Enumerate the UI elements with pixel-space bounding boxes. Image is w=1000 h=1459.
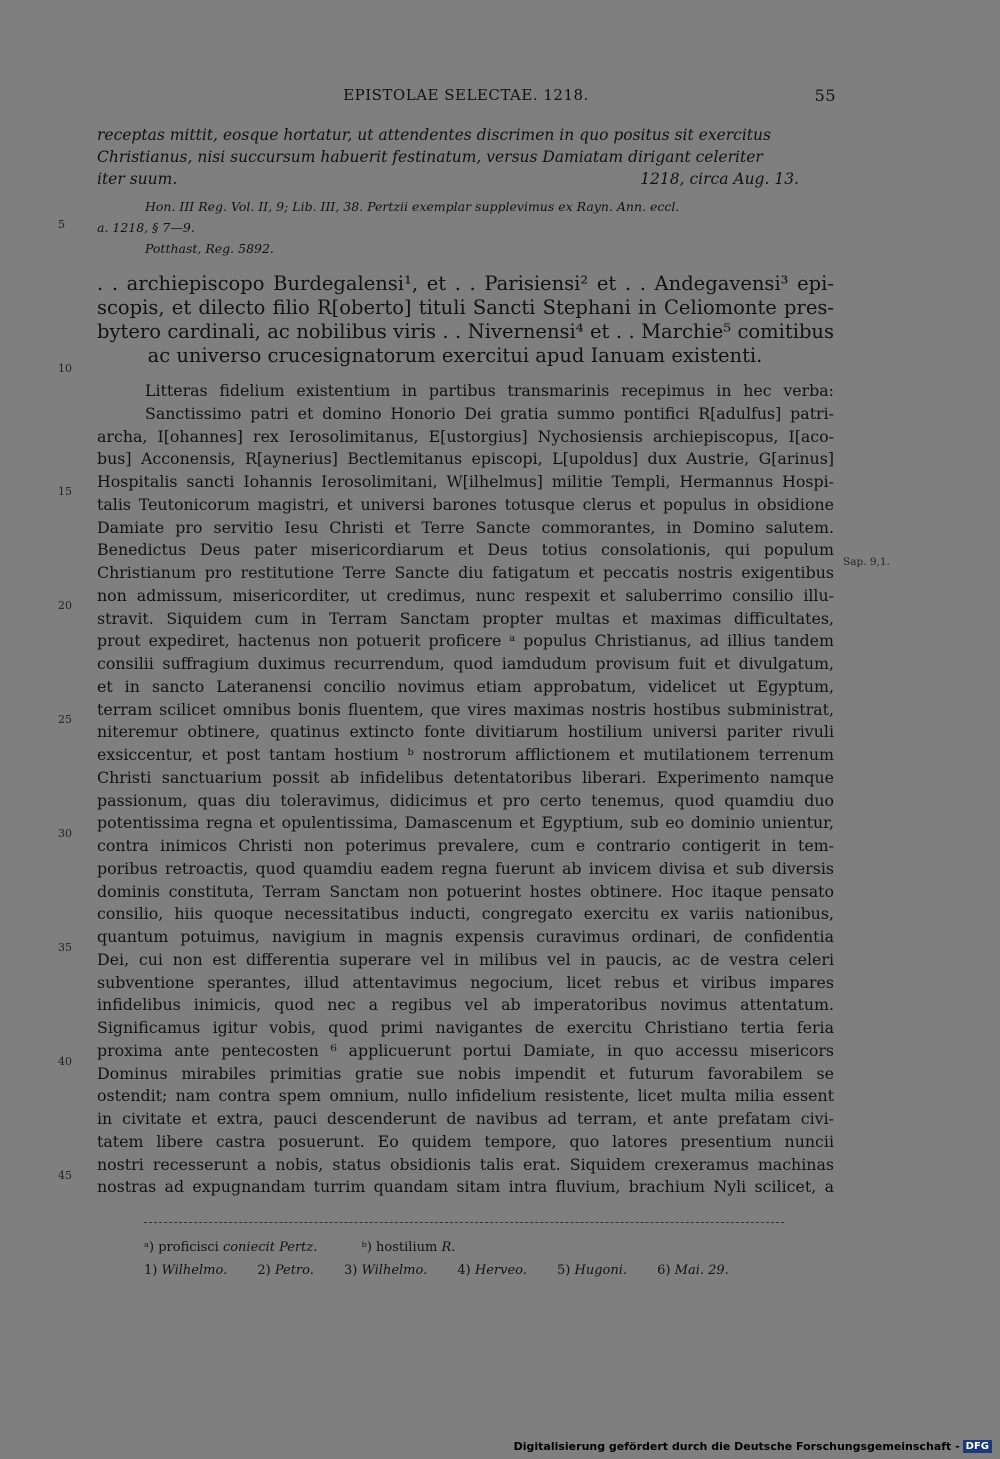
footnote-name: Mai. 29. <box>674 1263 729 1278</box>
body-line: archa, I[ohannes] rex Ierosolimitanus, E[ustorgius] Nychosiensis archiepiscopus, I[aco- <box>97 426 834 446</box>
line-number: 15 <box>58 485 72 498</box>
body-line: ostendit; nam contra spem omnium, nullo infidelium resistente, licet multa milia essent <box>97 1086 834 1106</box>
line-number: 25 <box>58 713 72 726</box>
letter-body <box>97 380 834 1199</box>
footnote-num: 5) <box>557 1263 575 1278</box>
body-line: Sanctissimo patri et domino Honorio Dei gratia summo pontifici R[adulfus] patri- <box>145 403 834 423</box>
footnote-num: 2) <box>257 1263 275 1278</box>
body-line: infidelibus inimicis, quod nec a regibus vel ab imperatoribus novimus attentatum. <box>97 995 834 1015</box>
line-number: 10 <box>58 362 72 375</box>
line-number: 35 <box>58 941 72 954</box>
letter-address <box>97 272 834 368</box>
footnote-item <box>557 1263 627 1278</box>
reference-line-3: Potthast, Reg. 5892. <box>145 241 274 256</box>
footnote-name: Wilhelmo. <box>361 1263 428 1278</box>
reference-line-2: a. 1218, § 7—9. <box>97 220 195 235</box>
dfg-logo-icon: DFG <box>963 1440 992 1453</box>
body-line: exsiccentur, et post tantam hostium ᵇ nostrorum afflictionem et mutilationem terrenum <box>97 745 834 764</box>
credit-text: Digitalisierung gefördert durch die Deutsche Forschungsgemeinschaft - <box>513 1440 960 1453</box>
body-line: talis Teutonicorum magistri, et universi barones totusque clerus et populus in obsidione <box>97 494 834 514</box>
footnote-num: 3) <box>344 1263 362 1278</box>
footnote-name: Wilhelmo. <box>161 1263 228 1278</box>
summary-line-2 <box>97 146 837 168</box>
footnote-name: Hugoni. <box>574 1263 628 1278</box>
body-line: contra inimicos Christi non poterimus prevalere, cum e contrario contigerit in tem- <box>97 836 834 855</box>
body-line: tatem libere castra posuerunt. Eo quidem tempore, quo latores presentium nuncii <box>97 1131 834 1151</box>
body-line: nostras ad expugnandam turrim quandam sitam intra fluvium, brachium Nyli scilicet, a <box>97 1177 834 1197</box>
footnote-item <box>344 1263 427 1278</box>
footnote-item <box>657 1263 729 1278</box>
summary-date: 1218, circa Aug. 13. <box>640 170 799 188</box>
body-line: consilio, hiis quoque necessitatibus inducti, congregato exercitu ex variis nationibus, <box>97 904 834 924</box>
body-line: proxima ante pentecosten ⁶ applicuerunt portui Damiate, in quo accessu misericors <box>97 1040 834 1060</box>
footnote-a <box>144 1240 317 1255</box>
critical-apparatus <box>144 1240 455 1255</box>
line-number: 20 <box>58 599 72 612</box>
footnote-name: Petro. <box>274 1263 314 1278</box>
summary-text-1: receptas mittit, eosque hortatur, ut attendentes discrimen in quo positus sit exercitus <box>97 126 771 144</box>
footnote-b-text: ᵇ) hostilium <box>361 1240 442 1255</box>
line-number: 30 <box>58 827 72 840</box>
body-line: quantum potuimus, navigium in magnis expensis curavimus ordinari, de confidentia <box>97 927 834 946</box>
footnote-a-italic: coniecit Pertz. <box>222 1240 318 1255</box>
address-line: . . archiepiscopo Burdegalensi¹, et . . Parisiensi² et . . Andegavensi³ epi- <box>97 272 834 295</box>
body-line: Dei, cui non est differentia superare vel in milibus vel in paucis, ac de vestra celeri <box>97 949 834 969</box>
summary-line-3 <box>97 168 837 190</box>
body-line: Damiate pro servitio Iesu Christi et Terre Sancte commorantes, in Domino salutem. <box>97 517 834 537</box>
body-line: et in sancto Lateranensi concilio novimus etiam approbatum, videlicet ut Egyptum, <box>97 676 834 696</box>
body-line: Litteras fidelium existentium in partibus transmarinis recepimus in hec verba: <box>145 381 834 400</box>
summary-last-left: iter suum. <box>97 170 178 188</box>
body-line: Dominus mirabiles primitias gratie sue nobis impendit et futurum favorabilem se <box>97 1063 834 1083</box>
summary-text-2: Christianus, nisi succursum habuerit festinatum, versus Damiatam dirigant celeriter <box>97 148 763 166</box>
address-line: bytero cardinali, ac nobilibus viris . . Nivernensi⁴ et . . Marchie⁵ comitibus <box>97 320 834 343</box>
page-number: 55 <box>814 86 836 105</box>
line-number: 45 <box>58 1169 72 1182</box>
footnote-num: 4) <box>457 1263 475 1278</box>
body-line: Benedictus Deus pater misericordiarum et Deus totius consolationis, qui populum <box>97 540 834 560</box>
line-number: 40 <box>58 1055 72 1068</box>
running-header <box>96 86 836 108</box>
footnote-divider <box>144 1222 784 1223</box>
body-line: passionum, quas diu toleravimus, didicimus et pro certo tenemus, quod quamdiu duo <box>97 790 834 810</box>
address-line: scopis, et dilecto filio R[oberto] tituli Sancti Stephani in Celiomonte pres- <box>97 296 834 319</box>
body-line: prout expediret, hactenus non potuerit proficere ᵃ populus Christianus, ad illius tandem <box>97 631 834 651</box>
footnote-item <box>257 1263 314 1278</box>
body-line: in civitate et extra, pauci descenderunt de navibus ad terram, et ante prefatam civi- <box>97 1109 834 1128</box>
summary-line-1 <box>97 124 837 146</box>
body-line: Christi sanctuarium possit ab infidelibus detentatoribus liberari. Experimento namque <box>97 767 834 787</box>
letter-summary <box>97 124 837 190</box>
body-line: consilii suffragium duximus recurrendum, quod iamdudum provisum fuit et divulgatum, <box>97 654 834 673</box>
footnote-item <box>144 1263 227 1278</box>
body-line: terram scilicet omnibus bonis fluentem, que vires maximas nostris hostibus subministrat, <box>97 699 834 719</box>
footnote-item <box>457 1263 527 1278</box>
body-line: Significamus igitur vobis, quod primi navigantes de exercitu Christiano tertia feria <box>97 1018 834 1037</box>
footnote-num: 6) <box>657 1263 675 1278</box>
source-references <box>97 196 837 259</box>
address-line: ac universo crucesignatorum exercitui apud Ianuam existenti. <box>147 344 763 367</box>
margin-note: Sap. 9,1. <box>843 556 890 568</box>
footnote-name: Herveo. <box>474 1263 527 1278</box>
body-line: potentissima regna et opulentissima, Damascenum et Egyptium, sub eo dominio unientur, <box>97 813 834 833</box>
funding-credit <box>514 1440 992 1453</box>
footnote-b <box>362 1240 456 1255</box>
body-line: Christianum pro restitutione Terre Sancte diu fatigatum et peccatis nostris exigentibus <box>97 563 834 582</box>
body-line: non admissum, misericorditer, ut credimus, nunc respexit et saluberrimo consilio illu- <box>97 585 834 605</box>
body-line: poribus retroactis, quod quamdiu eadem regna fuerunt ab invicem divisa et sub diversis <box>97 858 834 878</box>
line-number: 5 <box>58 218 65 231</box>
body-line: niteremur obtinere, quatinus extincto fonte divitiarum hostilium universi pariter rivuli <box>97 722 834 742</box>
body-line: Hospitalis sancti Iohannis Ierosolimitani, W[ilhelmus] militie Templi, Hermannus Hospi- <box>97 472 834 491</box>
body-line: bus] Acconensis, R[aynerius] Bectlemitanus episcopi, L[upoldus] dux Austrie, G[arinus] <box>97 449 834 469</box>
reference-line-1: Hon. III Reg. Vol. II, 9; Lib. III, 38. Pertzii exemplar supplevimus ex Rayn. Ann. eccl. <box>145 199 680 214</box>
body-line: nostri recesserunt a nobis, status obsidionis talis erat. Siquidem crexeramus machinas <box>97 1154 834 1174</box>
footnote-b-italic: R. <box>441 1240 456 1255</box>
body-line: subventione sperantes, illud attentavimus negocium, licet rebus et viribus impares <box>97 972 834 992</box>
body-line: stravit. Siquidem cum in Terram Sanctam propter multas et maximas difficultates, <box>97 608 834 628</box>
numbered-footnotes <box>144 1263 755 1278</box>
footnote-a-text: ᵃ) proficisci <box>144 1240 223 1255</box>
body-line: dominis constituta, Terram Sanctam non potuerint hostes obtinere. Hoc itaque pensato <box>97 881 834 901</box>
running-title: EPISTOLAE SELECTAE. 1218. <box>343 86 589 104</box>
footnote-num: 1) <box>144 1263 162 1278</box>
